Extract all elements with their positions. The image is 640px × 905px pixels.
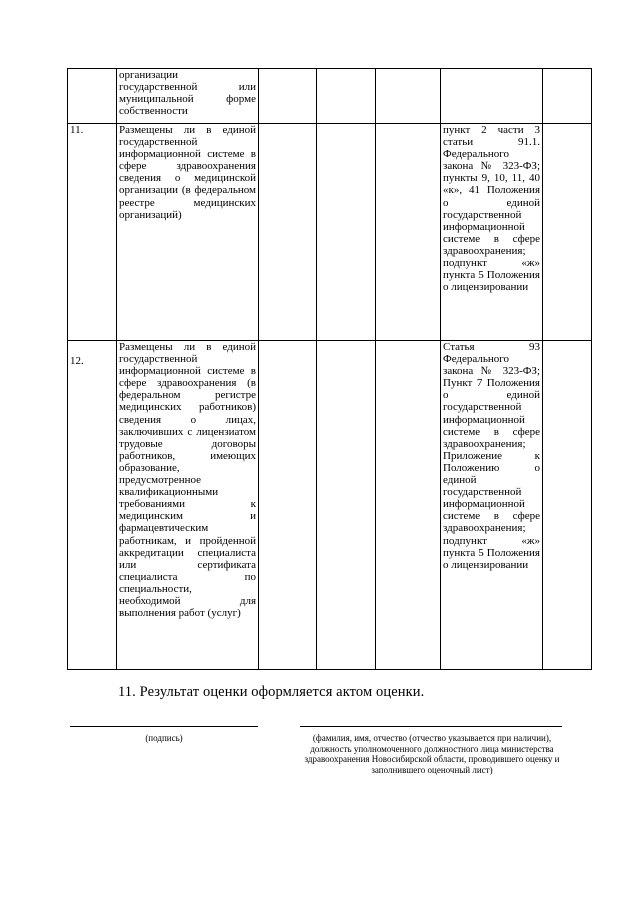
row-number-cell	[68, 341, 117, 670]
signature-line	[70, 726, 258, 727]
answer-yes-cell	[259, 69, 317, 124]
checklist-table	[67, 68, 592, 670]
row-number-cell	[68, 69, 117, 124]
reference-cell: Статья 93 Федерального закона № 323-ФЗ; Пункт 7 Положения о единой государственной информационной системе в сфере здравоохранения; Приложение к Положению о единой государственной информационной системе в сфере здравоохранения; подпункт «ж» пункта 5 Положения о лицензировании	[441, 341, 543, 670]
note-cell	[543, 124, 592, 341]
name-position-caption: (фамилия, имя, отчество (отчество указывается при наличии), должность уполномоченного должностного лица министерства здравоохранения Новосибирской области, проводившего оценку и заполнившего оценочный лист)	[304, 733, 560, 775]
row-number-cell: 11.	[68, 124, 117, 341]
question-cell: Размещены ли в единой государственной информационной системе в сфере здравоохранения сведения о медицинской организации (в федеральном реестре медицинских организаций)	[117, 124, 259, 341]
answer-no-cell	[317, 69, 376, 124]
result-statement: 11. Результат оценки оформляется актом оценки.	[118, 684, 425, 700]
answer-na-cell	[376, 69, 441, 124]
table-row-12	[68, 341, 592, 670]
row-number: 12.	[70, 355, 84, 367]
question-cell: Размещены ли в единой государственной информационной системе в сфере здравоохранения (в федеральном регистре медицинских работников) сведения о лицах, заключивших с лицензиатом трудовые договоры работников, имеющих образование, предусмотренное квалификационными требованиями к медицинским и фармацевтическим работникам, и пройденной аккредитации специалиста или сертификата специалиста по специальности, необходимой для выполнения работ (услуг)	[117, 341, 259, 670]
answer-no-cell	[317, 341, 376, 670]
reference-cell	[441, 69, 543, 124]
note-cell	[543, 341, 592, 670]
answer-na-cell	[376, 341, 441, 670]
answer-yes-cell	[259, 341, 317, 670]
name-position-line	[300, 726, 562, 727]
signature-caption: (подпись)	[145, 733, 183, 743]
table-row-11	[68, 124, 592, 341]
answer-na-cell	[376, 124, 441, 341]
question-cell: организации государственной или муниципальной форме собственности	[117, 69, 259, 124]
note-cell	[543, 69, 592, 124]
answer-yes-cell	[259, 124, 317, 341]
table-row-continuation	[68, 69, 592, 124]
answer-no-cell	[317, 124, 376, 341]
reference-cell: пункт 2 части 3 статьи 91.1. Федерального закона № 323-ФЗ; пункты 9, 10, 11, 40 «к», 41 Положения о единой государственной информационной системе в сфере здравоохранения; подпункт «ж» пункта 5 Положения о лицензировании	[441, 124, 543, 341]
